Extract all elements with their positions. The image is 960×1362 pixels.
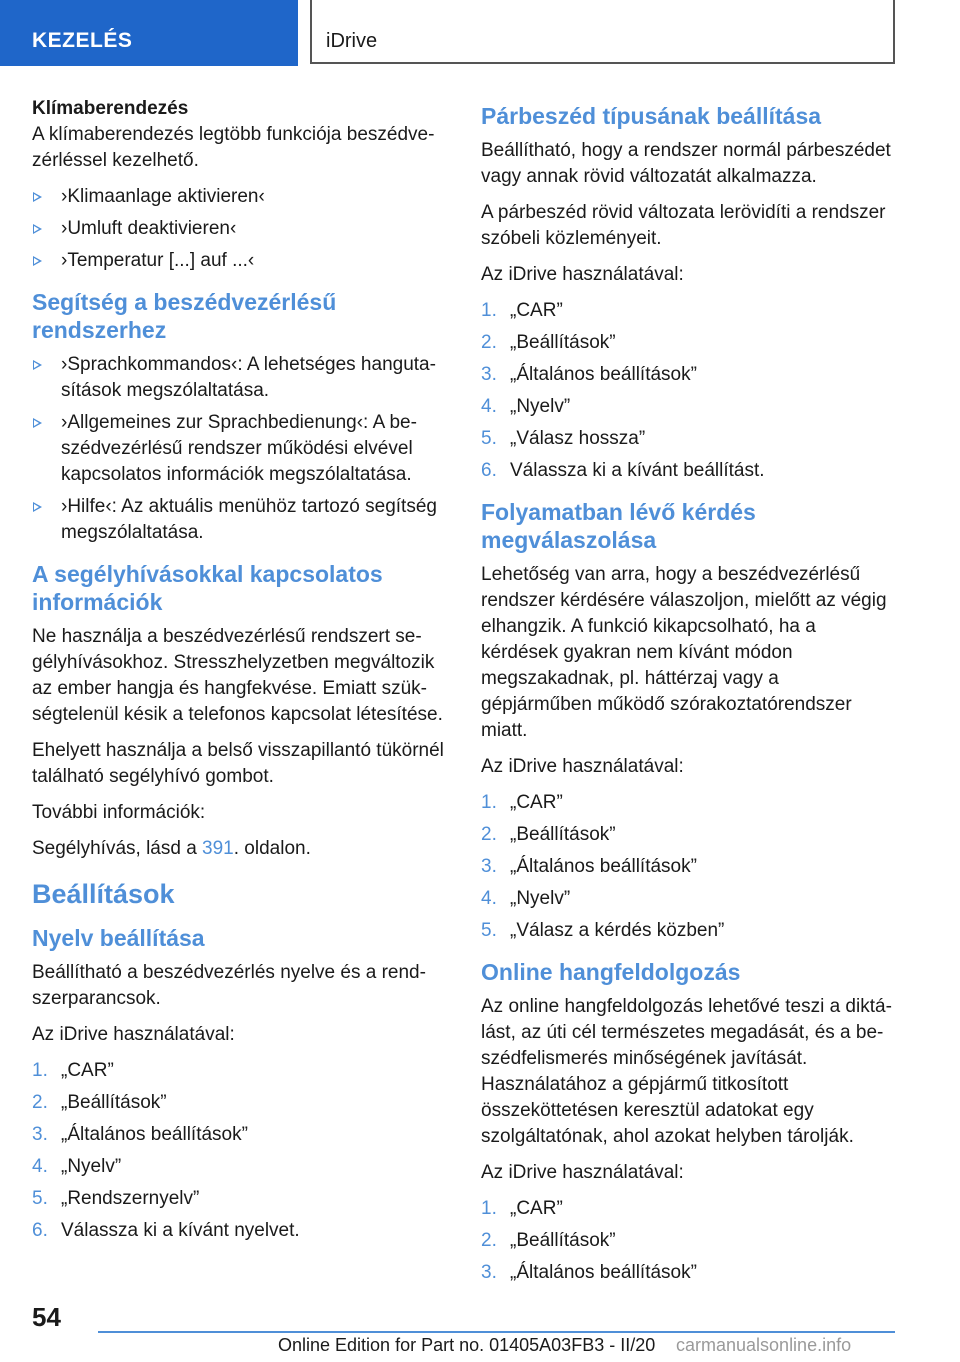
chapter-title: iDrive [310, 0, 895, 64]
online-heading: Online hangfeldolgozás [481, 959, 741, 985]
list-item: ›Umluft deaktivieren‹ [32, 216, 444, 242]
list-item: 1. „CAR” [481, 1198, 563, 1219]
online-text: Az online hangfeldolgozás lehetővé teszi a diktálást, az úti cél természetes megadását, és a beszédfelismerés minőségének javítását. Használatához a gépjármű titkosított összeköttetésen keresztül adatokat egy szolgáltatónak, ahol azokat helyben tárolják. [481, 996, 892, 1147]
language-via: Az iDrive használatával: [32, 1024, 235, 1045]
list-item: 1. „CAR” [481, 300, 563, 321]
edition-text: Online Edition for Part no. 01405A03FB3 - II/20 [278, 1335, 656, 1355]
list-item: 4. „Nyelv” [481, 396, 571, 417]
online-steps [481, 1196, 893, 1286]
section-tab: KEZELÉS [0, 0, 298, 66]
dialog-text-2: A párbeszéd rövid változata lerövidíti a rendszer szóbeli közleményeit. [481, 202, 886, 249]
climate-text: A klímaberendezés legtöbb funkciója beszédvezérléssel kezelhető. [32, 124, 435, 171]
triangle-bullet-icon [33, 224, 42, 234]
list-item: 2. „Beállítások” [481, 824, 616, 845]
page-header [0, 0, 960, 66]
list-item: 2. „Beállítások” [32, 1092, 167, 1113]
list-item: 2. „Beállítások” [481, 332, 616, 353]
online-via: Az iDrive használatával: [481, 1162, 684, 1183]
list-item: 5. „Válasz a kérdés közben” [481, 920, 725, 941]
answer-via: Az iDrive használatával: [481, 756, 684, 777]
page-link[interactable]: 391 [202, 838, 234, 859]
language-steps [32, 1058, 444, 1244]
dialog-heading: Párbeszéd típusának beállítása [481, 103, 822, 129]
list-item: ›Klimaanlage aktivieren‹ [32, 184, 444, 210]
cross-reference: Segélyhívás, lásd a 391. oldalon. [32, 838, 311, 859]
emergency-heading: A segélyhívásokkal kapcsolatos információk [32, 561, 383, 615]
list-item: 2. „Beállítások” [481, 1230, 616, 1251]
dialog-text: Beállítható, hogy a rendszer normál párbeszédet vagy annak rövid változatát alkalmazza. [481, 140, 891, 187]
triangle-bullet-icon [33, 360, 42, 370]
list-item: 3. „Általános beállítások” [481, 364, 697, 385]
list-item: 3. „Általános beállítások” [481, 1262, 697, 1283]
answer-steps [481, 790, 893, 944]
climate-command-list [32, 184, 444, 274]
list-item: ›Hilfe‹: Az aktuális menühöz tartozó segítség megszólaltatása. [32, 494, 444, 546]
watermark: carmanualsonline.info [676, 1335, 852, 1355]
list-item: 1. „CAR” [32, 1060, 114, 1081]
list-item: 4. „Nyelv” [481, 888, 571, 909]
triangle-bullet-icon [33, 192, 42, 202]
answer-text: Lehetőség van arra, hogy a beszédvezérlésű rendszer kérdésére válaszoljon, mielőtt az végig elhangzik. A funkció kikapcsolható, ha a kérdések gyakran nem kívánt módon megszakadnak, pl. háttérzaj vagy a gépjárműben működő szórakoztatórendszer miatt. [481, 564, 887, 741]
help-heading: Segítség a beszédvezérlésű rendszerhez [32, 289, 337, 343]
language-text: Beállítható a beszédvezérlés nyelve és a rendszerparancsok. [32, 962, 426, 1009]
right-column [481, 96, 893, 1296]
triangle-bullet-icon [33, 502, 42, 512]
left-column [32, 96, 444, 1254]
language-heading: Nyelv beállítása [32, 925, 205, 951]
list-item: 3. „Általános beállítások” [481, 856, 697, 877]
dialog-via: Az iDrive használatával: [481, 264, 684, 285]
more-info-label: További információk: [32, 802, 206, 823]
footer-divider [98, 1331, 895, 1333]
help-command-list [32, 352, 444, 546]
emergency-text-2: Ehelyett használja a belső visszapillantó tükörnél található segélyhívó gombot. [32, 740, 444, 787]
list-item: ›Allgemeines zur Sprachbedienung‹: A beszédvezérlésű rendszer működési elvével kapcsolatos információk megszólaltatása. [32, 410, 444, 488]
list-item: 3. „Általános beállítások” [32, 1124, 248, 1145]
list-item: 6. Válassza ki a kívánt nyelvet. [32, 1220, 300, 1241]
list-item: 4. „Nyelv” [32, 1156, 122, 1177]
list-item: 5. „Rendszernyelv” [32, 1188, 200, 1209]
triangle-bullet-icon [33, 256, 42, 266]
list-item: 6. Válassza ki a kívánt beállítást. [481, 460, 765, 481]
triangle-bullet-icon [33, 418, 42, 428]
answer-heading: Folyamatban lévő kérdés megválaszolása [481, 499, 756, 553]
emergency-text: Ne használja a beszédvezérlésű rendszert segélyhívásokhoz. Stresszhelyzetben megváltozik az ember hangja és hangfekvése. Emiatt szükségtelenül késik a telefonos kapcsolat létesítése. [32, 626, 443, 725]
list-item: ›Temperatur [...] auf ...‹ [32, 248, 444, 274]
dialog-steps [481, 298, 893, 484]
settings-heading: Beállítások [32, 879, 175, 909]
list-item: 1. „CAR” [481, 792, 563, 813]
page-number: 54 [32, 1302, 61, 1332]
list-item: 5. „Válasz hossza” [481, 428, 646, 449]
list-item: ›Sprachkommandos‹: A lehetséges hangutasítások megszólaltatása. [32, 352, 444, 404]
climate-heading: Klímaberendezés [32, 98, 189, 119]
